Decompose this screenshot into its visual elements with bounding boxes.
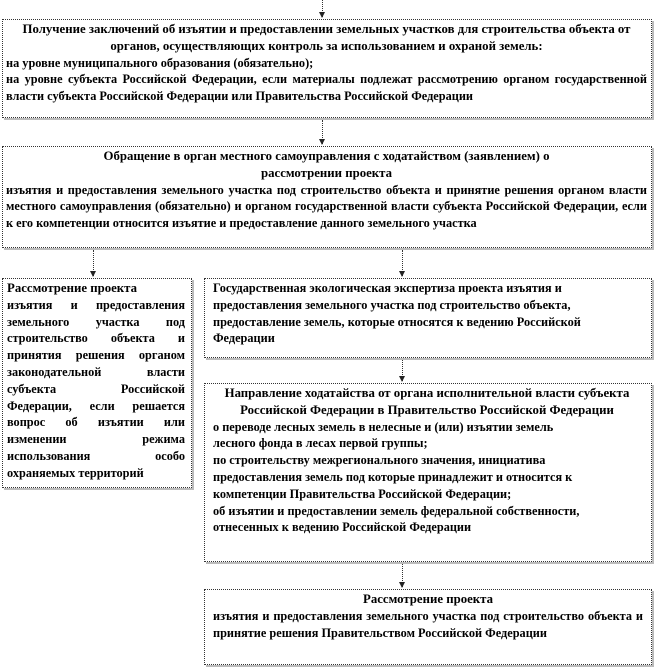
box-text: изъятия и предоставления земельного участка под строительство объекта и принятие решения Правительством Российской Федерации bbox=[213, 608, 643, 640]
arrow-box2-to-ecology bbox=[402, 250, 403, 276]
box-line: по строительству межрегионального значения, инициатива предоставления земель под которые принадлежит и относится к компетенции Правительства Российской Федерации; bbox=[213, 453, 573, 501]
arrow-petition-to-final bbox=[402, 564, 403, 587]
box-title: Получение заключений об изъятии и предоставлении земельных участков для строительства объекта от органов, осуществляющих контроль за использованием и охраной земель: bbox=[22, 22, 631, 53]
box-title: Рассмотрение проекта bbox=[7, 281, 137, 295]
box-obtaining-conclusions bbox=[2, 19, 652, 118]
box-title: Направление ходатайства от органа исполнительной власти субъекта Российской Федерации в Правительство Российской Федерации bbox=[224, 386, 630, 417]
box-legislative-review bbox=[2, 278, 192, 488]
box-title: Обращение в орган местного самоуправления с ходатайством (заявлением) о рассмотрении проекта bbox=[103, 149, 550, 180]
arrow-box1-to-box2 bbox=[322, 120, 323, 144]
box-title: Рассмотрение проекта bbox=[363, 592, 493, 606]
box-text: изъятия и предоставления земельного участка под строительство объекта и принятие решения органом власти местного самоуправления (обязательно) и органом государственной власти субъекта Российской Федерации, если к его компетенции относится изъятие и предоставление данного земельного участка bbox=[6, 182, 647, 231]
box-line: о переводе лесных земель в нелесные и (или) изъятии земель лесного фонда в лесах первой группы; bbox=[213, 419, 554, 451]
box-government-review bbox=[204, 589, 652, 665]
arrow-ecology-to-petition bbox=[402, 360, 403, 381]
box-petition-local-government bbox=[2, 146, 652, 248]
box-text: изъятия и предоставления земельного участка под строительство объекта и принятия решения органом законодательной власти субъекта Российской Федерации, если решается вопрос об изъятии или изменении режима использования особо охраняемых территорий bbox=[7, 297, 185, 480]
box-text: Государственная экологическая экспертиза проекта изъятия и предоставления земельного участка под строительство объекта, предоставление земель, которые относятся к ведению Российской Федерации bbox=[213, 281, 581, 346]
box-ecological-expertise bbox=[204, 278, 652, 358]
box-line: об изъятии и предоставлении земель федеральной собственности, отнесенных к ведению Российской Федерации bbox=[213, 503, 580, 535]
box-line: на уровне субъекта Российской Федерации, если материалы подлежат рассмотрению органом государственной власти субъекта Российской Федерации или Правительства Российской Федерации bbox=[6, 72, 647, 104]
arrow-into-box1 bbox=[322, 0, 323, 17]
arrow-box2-to-left bbox=[93, 250, 94, 276]
box-petition-to-government bbox=[204, 383, 652, 562]
box-line: на уровне муниципального образования (обязательно); bbox=[6, 55, 314, 70]
